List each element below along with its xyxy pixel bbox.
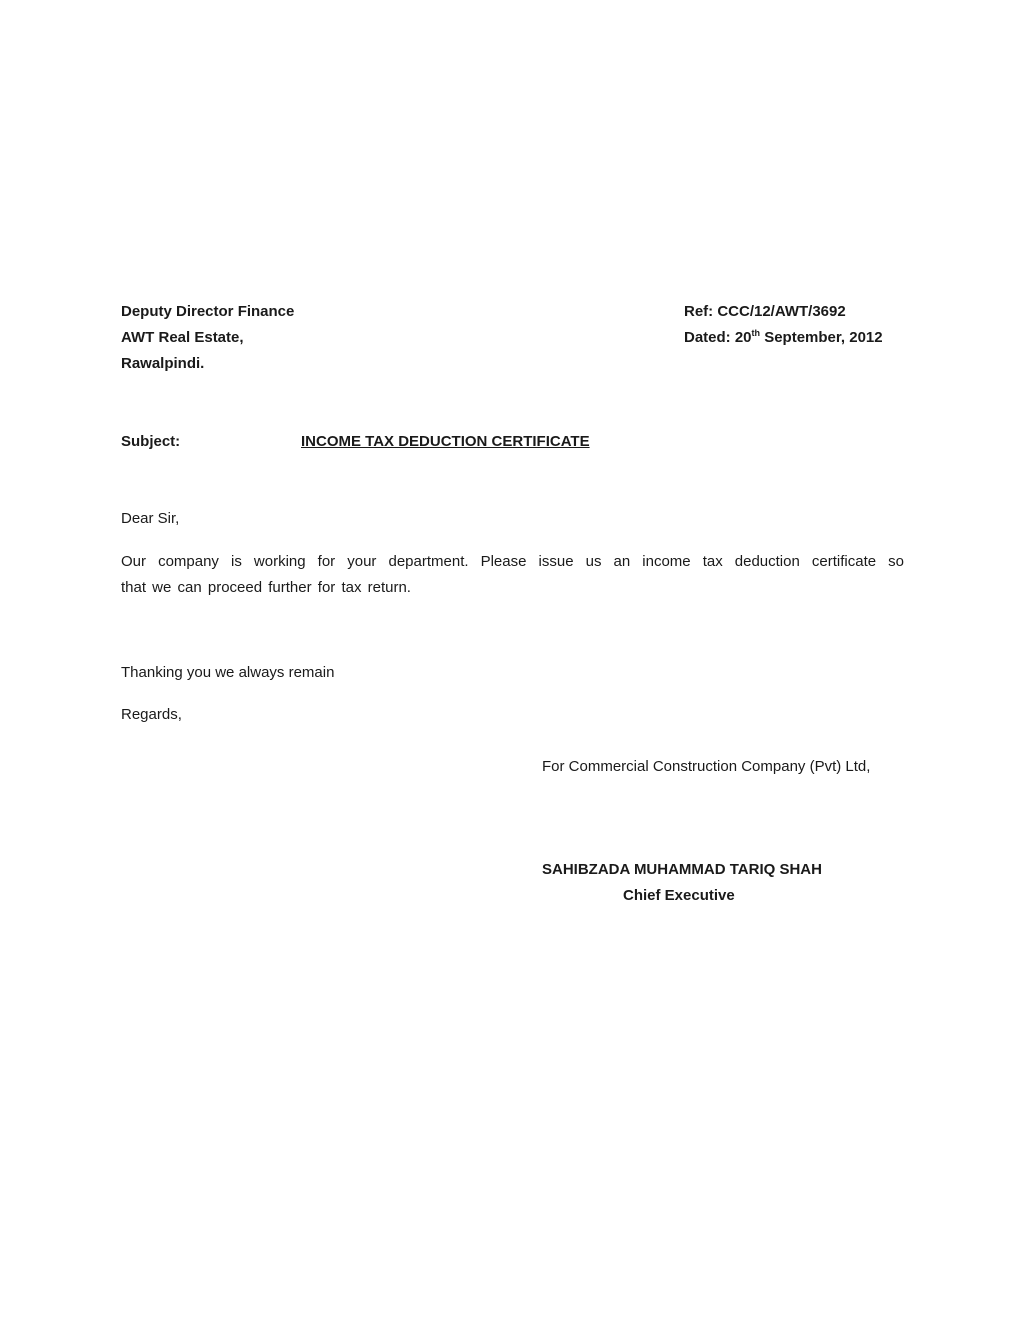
closing-line: Thanking you we always remain (121, 664, 335, 681)
recipient-organization: AWT Real Estate, (121, 329, 244, 346)
signer-title: Chief Executive (623, 887, 735, 904)
company-line: For Commercial Construction Company (Pvt) Ltd, (542, 758, 871, 775)
subject-label: Subject: (121, 433, 181, 450)
body-line-1: Our company is working for your department. Please issue us an income tax deduction certificate so (121, 553, 904, 570)
recipient-city: Rawalpindi. (121, 355, 205, 372)
signer-name: SAHIBZADA MUHAMMAD TARIQ SHAH (542, 861, 822, 878)
reference-block (684, 299, 883, 351)
regards: Regards, (121, 706, 182, 723)
salutation: Dear Sir, (121, 510, 180, 527)
body-line-2: that we can proceed further for tax return. (121, 579, 411, 596)
recipient-address (121, 299, 294, 377)
body-paragraph (121, 549, 904, 601)
reference-number: Ref: CCC/12/AWT/3692 (684, 303, 846, 320)
subject-text: INCOME TAX DEDUCTION CERTIFICATE (301, 433, 590, 450)
recipient-title: Deputy Director Finance (121, 303, 295, 320)
letter-date: Dated: 20th September, 2012 (684, 328, 883, 346)
